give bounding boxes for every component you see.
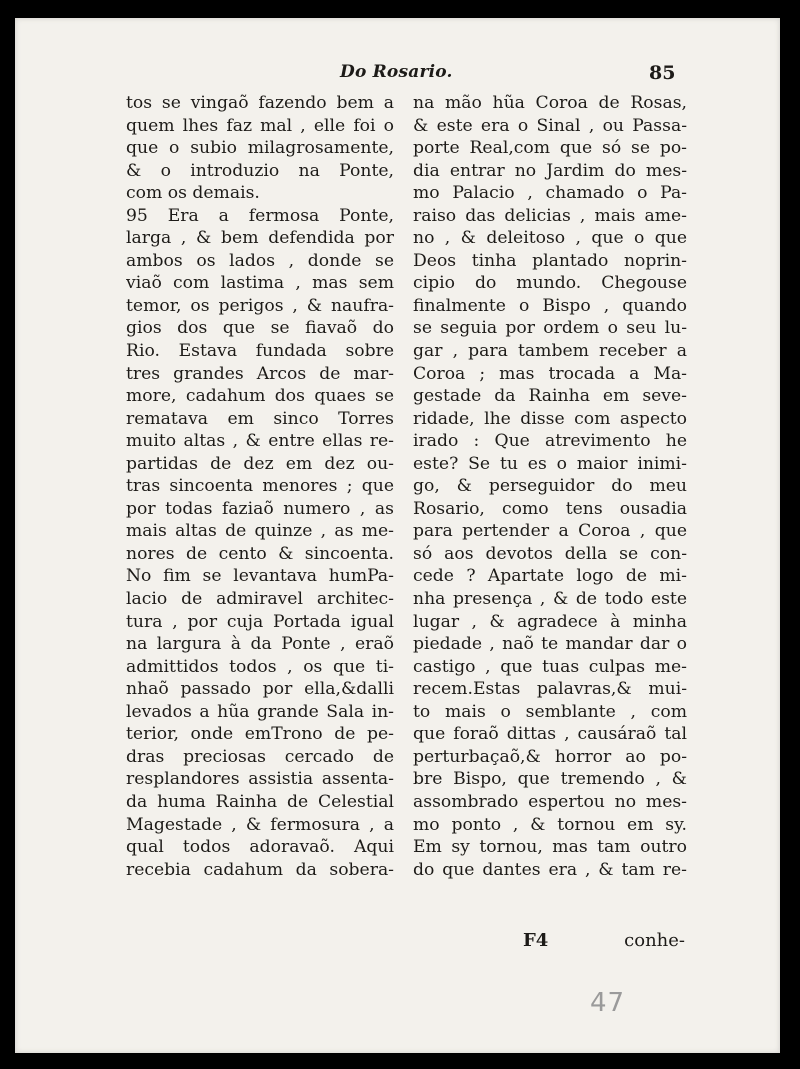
text-line: cede ? Apartate logo de mi- bbox=[413, 566, 687, 587]
text-line: mo Palacio , chamado o Pa- bbox=[413, 183, 687, 204]
text-line: admittidos todos , os que ti- bbox=[126, 656, 394, 677]
text-line: se seguia por ordem o seu lu- bbox=[413, 318, 687, 339]
text-line: Em sy tornou, mas tam outro bbox=[413, 837, 687, 858]
text-line: que foraõ dittas , causáraõ tal bbox=[413, 724, 687, 745]
text-line: tos se vingaõ fazendo bem a bbox=[126, 93, 394, 113]
text-line: nores de cento & sincoenta. bbox=[126, 543, 394, 564]
left-text-column bbox=[126, 92, 394, 881]
text-line: viaõ com lastima , mas sem bbox=[126, 273, 394, 294]
text-line: more, cadahum dos quaes se bbox=[126, 386, 394, 407]
text-line: para pertender a Coroa , que bbox=[413, 521, 687, 542]
text-line: porte Real,com que só se po- bbox=[413, 138, 687, 159]
text-line: tres grandes Arcos de mar- bbox=[126, 363, 394, 384]
text-line: to mais o semblante , com bbox=[413, 701, 687, 722]
text-line: assombrado espertou no mes- bbox=[413, 791, 687, 812]
text-line: que o subio milagrosamente, bbox=[126, 138, 394, 159]
text-line: com os demais. bbox=[126, 183, 260, 204]
text-line: ambos os lados , donde se bbox=[126, 250, 394, 271]
text-line: tras sincoenta menores ; que bbox=[126, 476, 394, 497]
text-line: gar , para tambem receber a bbox=[413, 341, 687, 362]
text-line: dia entrar no Jardim do mes- bbox=[413, 160, 687, 181]
book-page bbox=[15, 18, 780, 1053]
text-line: na largura à da Ponte , eraõ bbox=[126, 634, 394, 655]
text-line: lugar , & agradece à minha bbox=[413, 611, 687, 632]
text-line: piedade , naõ te mandar dar o bbox=[413, 634, 687, 655]
text-line: Coroa ; mas trocada a Ma- bbox=[413, 363, 687, 384]
text-line: finalmente o Bispo , quando bbox=[413, 295, 687, 316]
text-line: ridade, lhe disse com aspecto bbox=[413, 408, 687, 429]
text-line: cipio do mundo. Chegouse bbox=[413, 273, 687, 294]
text-line: nha presença , & de todo este bbox=[413, 589, 687, 610]
text-line: castigo , que tuas culpas me- bbox=[413, 656, 687, 677]
text-line: irado : Que atrevimento he bbox=[413, 431, 687, 452]
text-line: do que dantes era , & tam re- bbox=[413, 859, 687, 880]
text-line: no , & deleitoso , que o que bbox=[413, 228, 687, 249]
text-line: quem lhes faz mal , elle foi o bbox=[126, 115, 394, 136]
text-line: este? Se tu es o maior inimi- bbox=[413, 453, 687, 474]
text-line: partidas de dez em dez ou- bbox=[126, 453, 394, 474]
text-line: rematava em sinco Torres bbox=[126, 408, 394, 429]
text-line: Rio. Estava fundada sobre bbox=[126, 341, 394, 362]
pencil-annotation: 47 bbox=[590, 988, 626, 1018]
text-line: mais altas de quinze , as me- bbox=[126, 521, 394, 542]
text-line: gestade da Rainha em seve- bbox=[413, 386, 687, 407]
signature-mark: F4 bbox=[523, 930, 549, 951]
text-line: perturbaçaõ,& horror ao po- bbox=[413, 746, 687, 767]
text-line: lacio de admiravel architec- bbox=[126, 589, 394, 610]
text-line: No fim se levantava humPa- bbox=[126, 566, 394, 587]
text-line: nhaõ passado por ella,&dalli bbox=[126, 679, 394, 700]
text-line: Rosario, como tens ousadia bbox=[413, 498, 687, 519]
page-number: 85 bbox=[649, 62, 676, 84]
text-line: da huma Rainha de Celestial bbox=[126, 791, 394, 812]
text-line: tura , por cuja Portada igual bbox=[126, 611, 394, 632]
text-line: go, & perseguidor do meu bbox=[413, 476, 687, 497]
text-line: bre Bispo, que tremendo , & bbox=[413, 769, 687, 790]
text-line: resplandores assistia assenta- bbox=[126, 769, 394, 790]
text-line: só aos devotos della se con- bbox=[413, 543, 687, 564]
text-line: mo ponto , & tornou em sy. bbox=[413, 814, 687, 835]
text-line: levados a hũa grande Sala in- bbox=[126, 701, 394, 722]
text-line: larga , & bem defendida por bbox=[126, 228, 394, 249]
text-line: gios dos que se fiavaõ do bbox=[126, 318, 394, 339]
right-text-column bbox=[413, 92, 687, 881]
text-line: recem.Estas palavras,& mui- bbox=[413, 679, 687, 700]
text-line: raiso das delicias , mais ame- bbox=[413, 205, 687, 226]
text-line: na mão hũa Coroa de Rosas, bbox=[413, 93, 687, 113]
text-line: Magestade , & fermosura , a bbox=[126, 814, 394, 835]
text-line: & o introduzio na Ponte, bbox=[126, 160, 394, 181]
text-line: qual todos adoravaõ. Aqui bbox=[126, 837, 394, 858]
text-line: temor, os perigos , & naufra- bbox=[126, 295, 394, 316]
catchword: conhe- bbox=[624, 930, 685, 951]
text-line: recebia cadahum da sobera- bbox=[126, 859, 394, 880]
text-line: dras preciosas cercado de bbox=[126, 746, 394, 767]
text-line: terior, onde emTrono de pe- bbox=[126, 724, 394, 745]
text-line: por todas faziaõ numero , as bbox=[126, 498, 394, 519]
running-title: Do Rosario. bbox=[340, 62, 453, 82]
text-line: & este era o Sinal , ou Passa- bbox=[413, 115, 687, 136]
text-line: 95 Era a fermosa Ponte, bbox=[126, 205, 394, 226]
text-line: Deos tinha plantado noprin- bbox=[413, 250, 687, 271]
text-line: muito altas , & entre ellas re- bbox=[126, 431, 394, 452]
